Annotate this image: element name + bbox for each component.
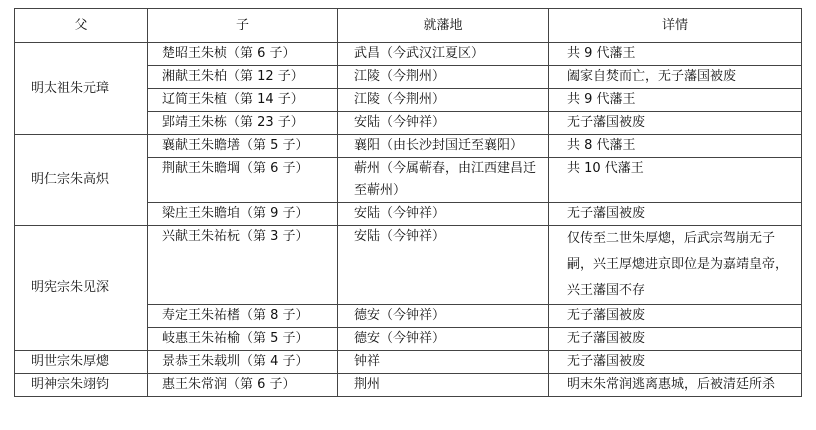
- detail-cell: 明末朱常润逃离惠城，后被清廷所杀: [549, 374, 802, 397]
- father-cell: 明太祖朱元璋: [15, 43, 148, 135]
- fief-cell: 安陆（今钟祥）: [338, 112, 549, 135]
- son-cell: 湘献王朱柏（第 12 子）: [148, 66, 338, 89]
- fief-cell: 襄阳（由长沙封国迁至襄阳）: [338, 135, 549, 158]
- table-row: [15, 226, 802, 305]
- son-cell: 景恭王朱载圳（第 4 子）: [148, 351, 338, 374]
- fief-cell: 武昌（今武汉江夏区）: [338, 43, 549, 66]
- detail-cell: 共 9 代藩王: [549, 89, 802, 112]
- son-cell: 兴献王朱祐杬（第 3 子）: [148, 226, 338, 305]
- header-row: [15, 9, 802, 43]
- fief-cell: 德安（今钟祥）: [338, 328, 549, 351]
- fief-cell: 蕲州（今属蕲春，由江西建昌迁至蕲州）: [338, 158, 549, 203]
- table-row: [15, 43, 802, 66]
- fief-cell: 德安（今钟祥）: [338, 305, 549, 328]
- father-cell: 明宪宗朱见深: [15, 226, 148, 351]
- son-cell: 惠王朱常润（第 6 子）: [148, 374, 338, 397]
- son-cell: 寿定王朱祐榰（第 8 子）: [148, 305, 338, 328]
- fief-cell: 安陆（今钟祥）: [338, 226, 549, 305]
- feudal-princes-table: [14, 8, 802, 397]
- son-cell: 郢靖王朱栋（第 23 子）: [148, 112, 338, 135]
- detail-cell: 共 10 代藩王: [549, 158, 802, 203]
- son-cell: 岐惠王朱祐榆（第 5 子）: [148, 328, 338, 351]
- header-father: 父: [15, 9, 148, 43]
- table-row: [15, 351, 802, 374]
- detail-cell: 无子藩国被废: [549, 328, 802, 351]
- son-cell: 楚昭王朱桢（第 6 子）: [148, 43, 338, 66]
- header-son: 子: [148, 9, 338, 43]
- fief-cell: 安陆（今钟祥）: [338, 203, 549, 226]
- detail-cell: 共 8 代藩王: [549, 135, 802, 158]
- table-row: [15, 374, 802, 397]
- son-cell: 襄献王朱瞻墡（第 5 子）: [148, 135, 338, 158]
- header-fief: 就藩地: [338, 9, 549, 43]
- detail-cell: 无子藩国被废: [549, 305, 802, 328]
- fief-cell: 荆州: [338, 374, 549, 397]
- detail-cell: 无子藩国被废: [549, 203, 802, 226]
- fief-cell: 钟祥: [338, 351, 549, 374]
- detail-cell: 共 9 代藩王: [549, 43, 802, 66]
- header-detail: 详情: [549, 9, 802, 43]
- fief-cell: 江陵（今荆州）: [338, 89, 549, 112]
- son-cell: 荆献王朱瞻堈（第 6 子）: [148, 158, 338, 203]
- son-cell: 辽简王朱植（第 14 子）: [148, 89, 338, 112]
- father-cell: 明神宗朱翊钧: [15, 374, 148, 397]
- detail-cell: 无子藩国被废: [549, 112, 802, 135]
- son-cell: 梁庄王朱瞻垍（第 9 子）: [148, 203, 338, 226]
- table-row: [15, 135, 802, 158]
- detail-cell: 仅传至二世朱厚熜，后武宗驾崩无子嗣，兴王厚熜进京即位是为嘉靖皇帝，兴王藩国不存: [549, 226, 802, 305]
- fief-cell: 江陵（今荆州）: [338, 66, 549, 89]
- detail-cell: 无子藩国被废: [549, 351, 802, 374]
- father-cell: 明世宗朱厚熜: [15, 351, 148, 374]
- father-cell: 明仁宗朱高炽: [15, 135, 148, 226]
- detail-cell: 阖家自焚而亡，无子藩国被废: [549, 66, 802, 89]
